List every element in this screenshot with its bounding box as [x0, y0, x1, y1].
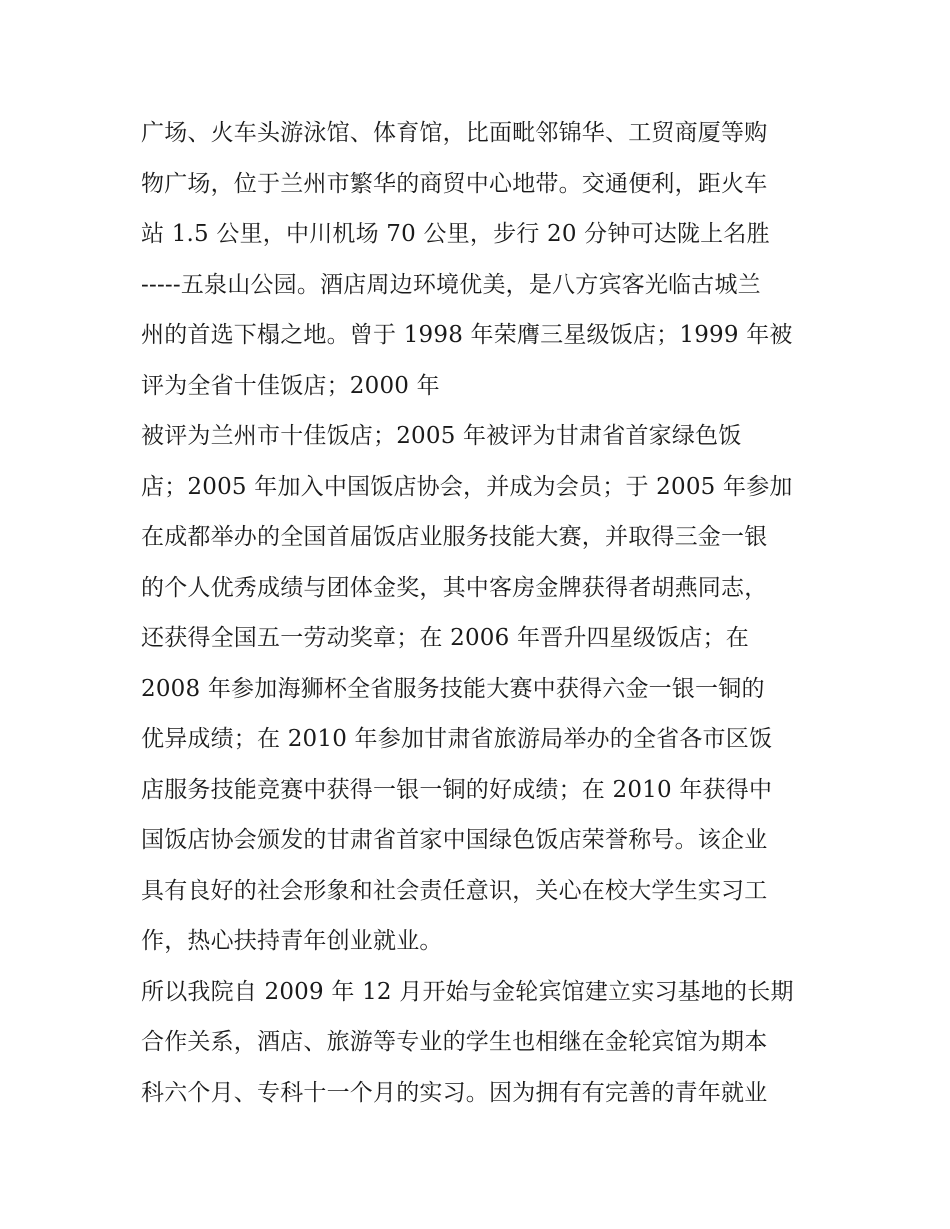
text-line: 具有良好的社会形象和社会责任意识，关心在校大学生实习工 [141, 877, 768, 904]
text-line: -----五泉山公园。酒店周边环境优美，是八方宾客光临古城兰 [141, 271, 761, 298]
text-line: 站 1.5 公里，中川机场 70 公里，步行 20 分钟可达陇上名胜 [141, 221, 770, 247]
text-line: 优异成绩；在 2010 年参加甘肃省旅游局举办的全省各市区饭 [141, 726, 773, 752]
text-line: 物广场，位于兰州市繁华的商贸中心地带。交通便利，距火车 [141, 170, 768, 197]
text-line: 还获得全国五一劳动奖章；在 2006 年晋升四星级饭店；在 [141, 625, 749, 651]
text-line: 科六个月、专科十一个月的实习。因为拥有有完善的青年就业 [141, 1079, 768, 1106]
text-line: 广场、火车头游泳馆、体育馆，比面毗邻锦华、工贸商厦等购 [141, 120, 768, 146]
text-line: 被评为兰州市十佳饭店；2005 年被评为甘肃省首家绿色饭 [141, 423, 742, 449]
text-line: 店服务技能竞赛中获得一银一铜的好成绩；在 2010 年获得中 [141, 776, 773, 803]
body-text [141, 108, 821, 1118]
text-line: 在成都举办的全国首届饭店业服务技能大赛，并取得三金一银 [141, 524, 768, 550]
text-line: 合作关系，酒店、旅游等专业的学生也相继在金轮宾馆为期本 [141, 1029, 768, 1055]
text-line: 的个人优秀成绩与团体金奖，其中客房金牌获得者胡燕同志， [141, 574, 768, 601]
text-line: 州的首选下榻之地。曾于 1998 年荣膺三星级饭店；1999 年被 [141, 322, 793, 348]
text-line: 作，热心扶持青年创业就业。 [141, 928, 443, 954]
text-line: 2008 年参加海狮杯全省服务技能大赛中获得六金一银一铜的 [141, 675, 765, 702]
text-line: 评为全省十佳饭店；2000 年 [141, 372, 440, 399]
text-line: 国饭店协会颁发的甘肃省首家中国绿色饭店荣誉称号。该企业 [141, 827, 768, 853]
text-line: 店；2005 年加入中国饭店协会，并成为会员；于 2005 年参加 [141, 473, 793, 500]
text-line: 所以我院自 2009 年 12 月开始与金轮宾馆建立实习基地的长期 [141, 978, 794, 1005]
